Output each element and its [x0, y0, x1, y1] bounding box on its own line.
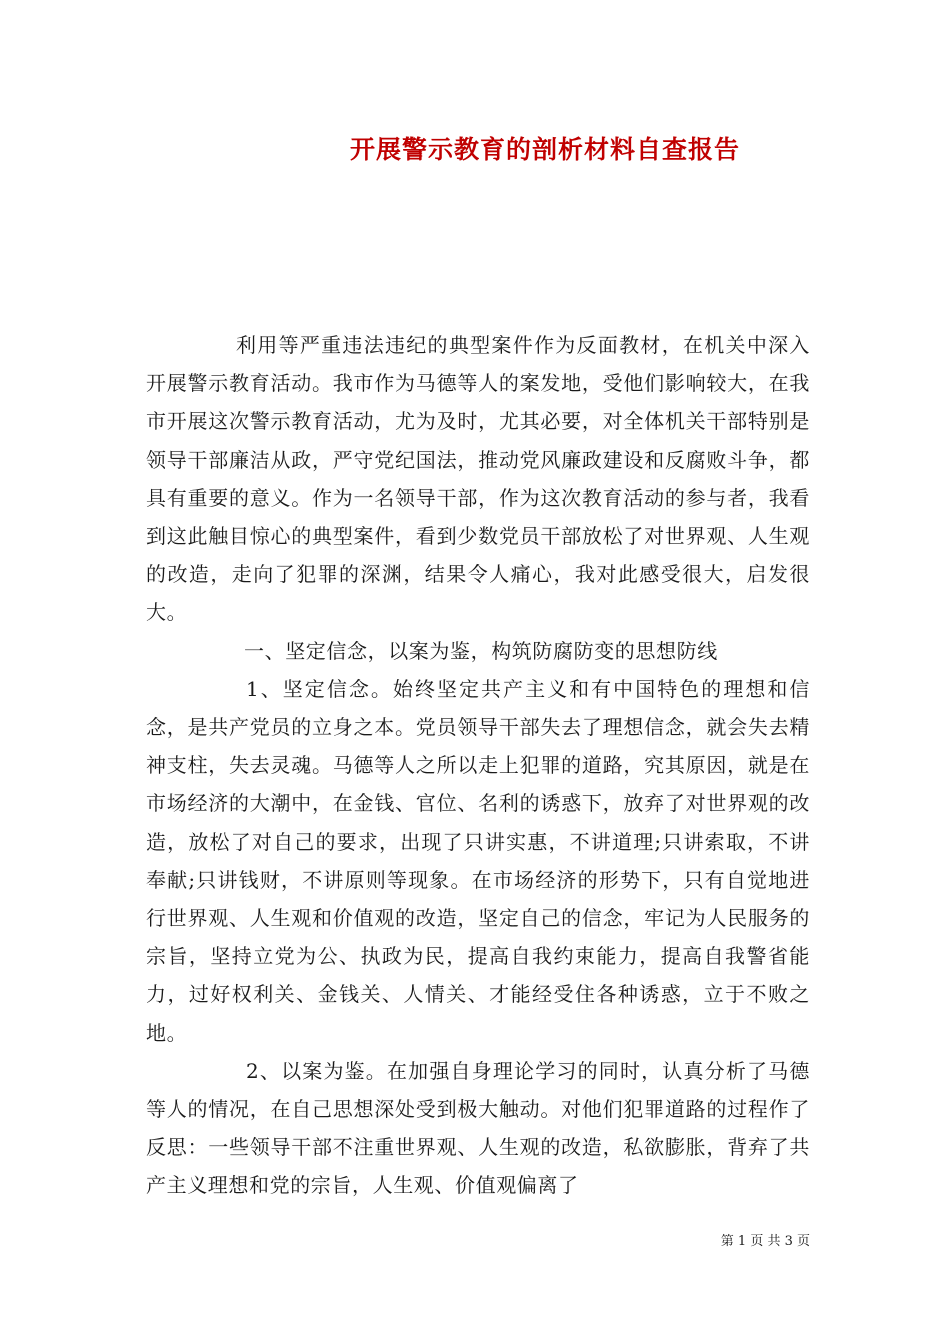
page-number: 第 1 页 共 3 页: [720, 1234, 810, 1249]
section-heading: 一、坚定信念，以案为鉴，构筑防腐防变的思想防线: [244, 638, 718, 663]
document-title: 开展警示教育的剖析材料自查报告: [349, 135, 740, 164]
intro-paragraph: 利用等严重违法违纪的典型案件作为反面教材，在机关中深入开展警示教育活动。我市作为马德等人的案发地，受他们影响较大，在我市开展这次警示教育活动，尤为及时，尤其必要，对全体机关干部特别是领导干部廉洁从政，严守党纪国法，推动党风廉政建设和反腐败斗争，都具有重要的意义。作为一名领导干部，作为这次教育活动的参与者，我看到这此触目惊心的典型案件，看到少数党员干部放松了对世界观、人生观的改造，走向了犯罪的深渊，结果令人痛心，我对此感受很大，启发很大。: [146, 333, 810, 625]
document-body: [146, 326, 810, 1205]
point-2-paragraph: 2、以案为鉴。在加强自身理论学习的同时，认真分析了马德等人的情况，在自己思想深处受到极大触动。对他们犯罪道路的过程作了反思：一些领导干部不注重世界观、人生观的改造，私欲膨胀，背弃了共产主义理想和党的宗旨，人生观、价值观偏离了: [146, 1058, 810, 1198]
point-1-paragraph: 1、坚定信念。始终坚定共产主义和有中国特色的理想和信念，是共产党员的立身之本。党员领导干部失去了理想信念，就会失去精神支柱，失去灵魂。马德等人之所以走上犯罪的道路，究其原因，就是在市场经济的大潮中，在金钱、官位、名利的诱惑下，放弃了对世界观的改造，放松了对自己的要求，出现了只讲实惠，不讲道理;只讲索取，不讲奉献;只讲钱财，不讲原则等现象。在市场经济的形势下，只有自觉地进行世界观、人生观和价值观的改造，坚定自己的信念，牢记为人民服务的宗旨，坚持立党为公、执政为民，提高自我约束能力，提高自我警省能力，过好权利关、金钱关、人情关、才能经受住各种诱惑，立于不败之地。: [146, 676, 811, 1045]
